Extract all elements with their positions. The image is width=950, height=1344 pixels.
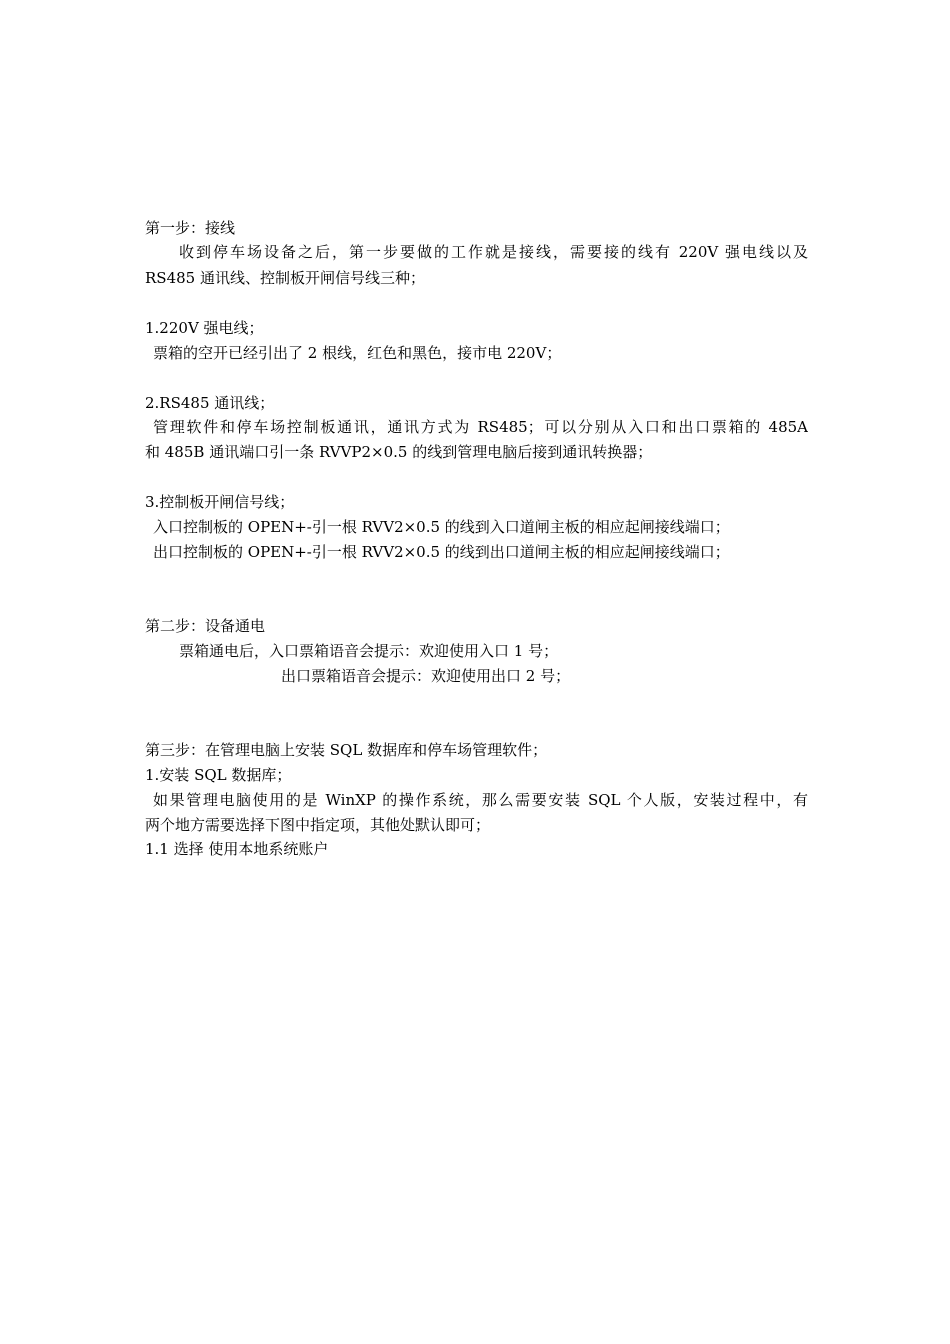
step2-line1: 票箱通电后，入口票箱语音会提示：欢迎使用入口 1 号； <box>179 642 559 660</box>
step1-item1-title: 1.220V 强电线； <box>145 319 264 337</box>
step2-heading: 第二步：设备通电 <box>145 617 266 635</box>
step2-line2: 出口票箱语音会提示：欢迎使用出口 2 号； <box>281 667 571 685</box>
step3-item1-text2: 两个地方需要选择下图中指定项，其他处默认即可； <box>145 816 491 834</box>
step1-intro-line1: 收到停车场设备之后，第一步要做的工作就是接线，需要接的线有 220V 强电线以及 <box>179 243 808 261</box>
step1-item3-text2: 出口控制板的 OPEN+-引一根 RVV2×0.5 的线到出口道闸主板的相应起闸接线端口； <box>153 543 730 561</box>
step1-item2-title: 2.RS485 通讯线； <box>145 394 275 412</box>
step1-item2-text2: 和 485B 通讯端口引一条 RVVP2×0.5 的线到管理电脑后接到通讯转换器； <box>145 443 653 461</box>
step1-item2-text1: 管理软件和停车场控制板通讯，通讯方式为 RS485；可以分别从入口和出口票箱的 485A <box>153 418 808 436</box>
step1-item3-text1: 入口控制板的 OPEN+-引一根 RVV2×0.5 的线到入口道闸主板的相应起闸接线端口； <box>153 518 730 536</box>
step3-item1-text1: 如果管理电脑使用的是 WinXP 的操作系统，那么需要安装 SQL 个人版，安装过程中，有 <box>153 791 808 809</box>
step3-item1-title: 1.安装 SQL 数据库； <box>145 766 292 784</box>
step1-intro-line2: RS485 通讯线、控制板开闸信号线三种； <box>145 269 425 287</box>
step1-heading: 第一步：接线 <box>145 219 236 237</box>
step1-item1-text: 票箱的空开已经引出了 2 根线，红色和黑色，接市电 220V； <box>153 344 562 362</box>
step3-sub1: 1.1 选择 使用本地系统账户 <box>145 840 329 858</box>
step1-item3-title: 3.控制板开闸信号线； <box>145 493 295 511</box>
step3-heading: 第三步：在管理电脑上安装 SQL 数据库和停车场管理软件； <box>145 741 548 759</box>
